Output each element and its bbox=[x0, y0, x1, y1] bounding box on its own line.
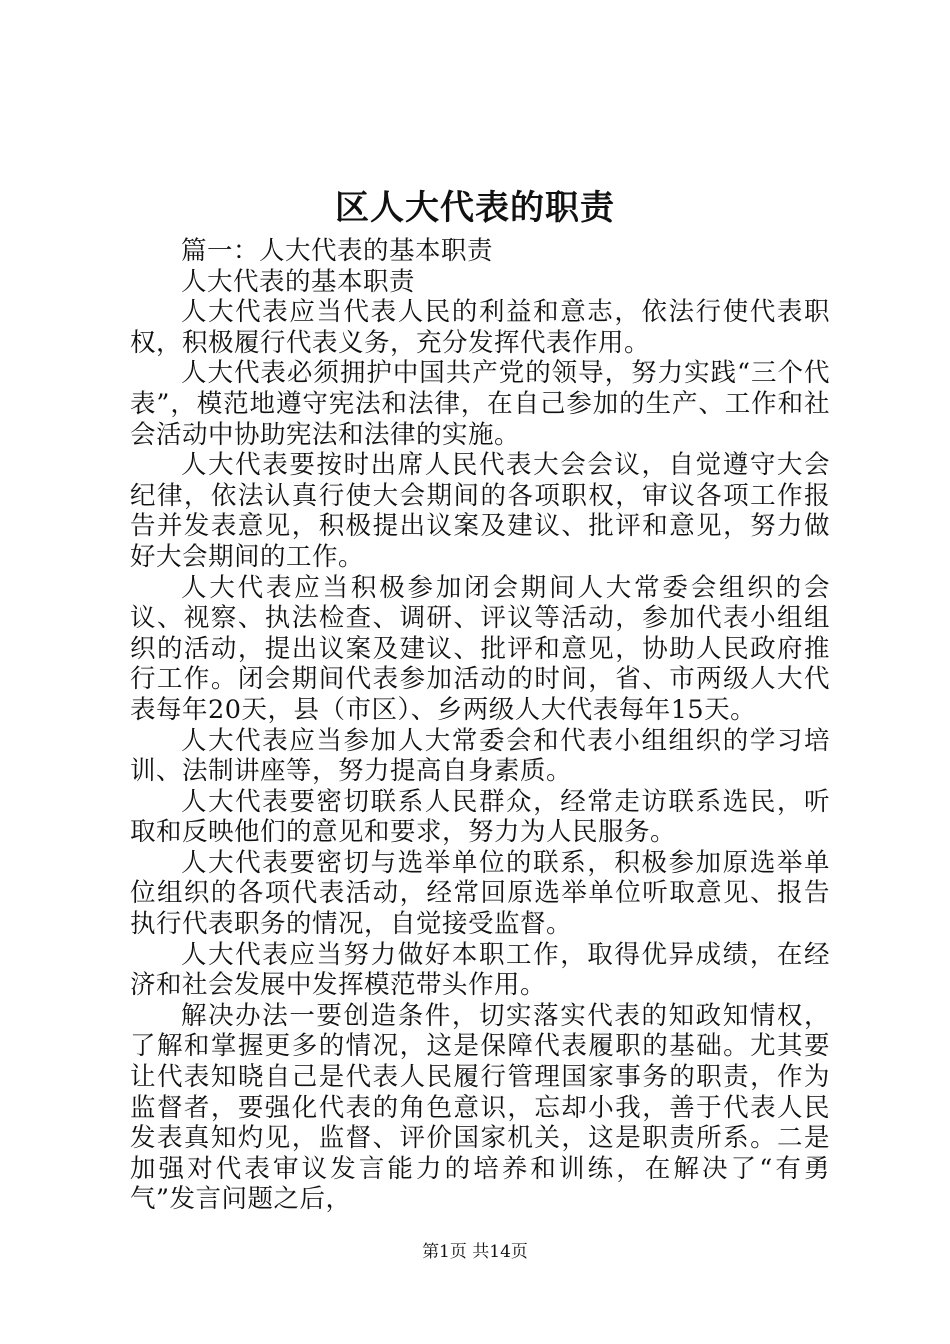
body-paragraph: 解决办法一要创造条件，切实落实代表的知政知情权，了解和掌握更多的情况，这是保障代表履职的基础。尤其要让代表知晓自己是代表人民履行管理国家事务的职责，作为监督者，要强化代表的角色意识，忘却小我，善于代表人民发表真知灼见，监督、评价国家机关，这是职责所系。二是加强对代表审议发言能力的培养和训练，在解决了“有勇气”发言问题之后， bbox=[130, 1000, 830, 1215]
document-title: 区人大代表的职责 bbox=[335, 188, 615, 228]
body-paragraph: 人大代表应当积极参加闭会期间人大常委会组织的会议、视察、执法检查、调研、评议等活动，参加代表小组组织的活动，提出议案及建议、批评和意见，协助人民政府推行工作。闭会期间代表参加活动的时间，省、市两级人大代表每年20天，县（市区）、乡两级人大代表每年15天。 bbox=[130, 572, 830, 725]
body-paragraph: 人大代表应当代表人民的利益和意志，依法行使代表职权，积极履行代表义务，充分发挥代表作用。 bbox=[130, 297, 830, 358]
document-body bbox=[130, 236, 830, 1215]
section-heading: 篇一：人大代表的基本职责 bbox=[181, 236, 494, 266]
body-paragraph: 人大代表要密切与选举单位的联系，积极参加原选举单位组织的各项代表活动，经常回原选举单位听取意见、报告执行代表职务的情况，自觉接受监督。 bbox=[130, 847, 830, 940]
body-paragraph: 人大代表要按时出席人民代表大会会议，自觉遵守大会纪律，依法认真行使大会期间的各项职权，审议各项工作报告并发表意见，积极提出议案及建议、批评和意见，努力做好大会期间的工作。 bbox=[130, 450, 830, 572]
subheading: 人大代表的基本职责 bbox=[181, 266, 416, 297]
body-paragraph: 人大代表应当努力做好本职工作，取得优异成绩，在经济和社会发展中发挥模范带头作用。 bbox=[130, 939, 830, 1001]
body-paragraph: 人大代表要密切联系人民群众，经常走访联系选民，听取和反映他们的意见和要求，努力为人民服务。 bbox=[130, 786, 830, 848]
page-footer: 第1页 共14页 bbox=[422, 1242, 528, 1262]
body-paragraph: 人大代表应当参加人大常委会和代表小组组织的学习培训、法制讲座等，努力提高自身素质。 bbox=[130, 725, 830, 787]
body-paragraph: 人大代表必须拥护中国共产党的领导，努力实践“三个代表”，模范地遵守宪法和法律，在自己参加的生产、工作和社会活动中协助宪法和法律的实施。 bbox=[130, 358, 830, 450]
